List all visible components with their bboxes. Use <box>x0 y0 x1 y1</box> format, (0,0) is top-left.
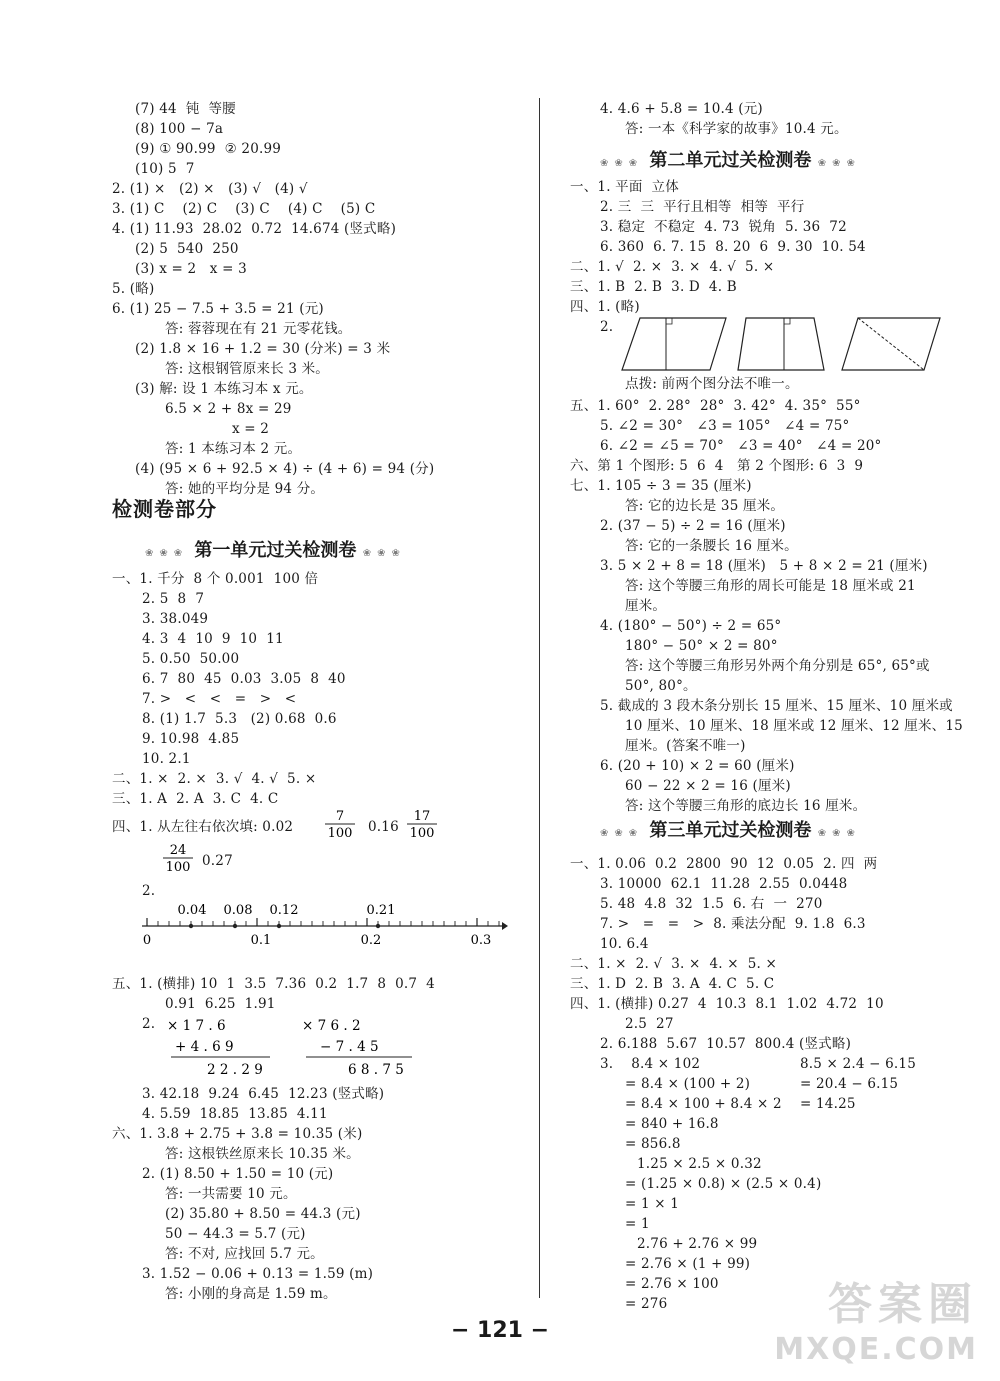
fraction-numerator: 24 <box>169 843 187 858</box>
answer-line: 4. 5.59 18.85 13.85 4.11 <box>142 1106 328 1122</box>
fraction-24-100 <box>158 840 198 876</box>
answer-line: 2. <box>142 1016 156 1032</box>
answer-line: 2. (1) × (2) × (3) √ (4) √ <box>112 181 308 197</box>
answer-line: 10 厘米、10 厘米、18 厘米或 12 厘米、12 厘米、15 <box>625 718 963 734</box>
answer-line: 三、1. D 2. B 3. A 4. C 5. C <box>570 976 775 992</box>
number-line <box>138 898 508 950</box>
answer-line: 6. 360 6. 7. 15 8. 20 6 9. 30 10. 54 <box>600 239 866 255</box>
answer-line: 答: 蓉蓉现在有 21 元零花钱。 <box>165 321 352 337</box>
answer-line: 点拨: 前两个图分法不唯一。 <box>625 376 799 392</box>
calc-row: − 7 . 4 5 <box>320 1039 379 1055</box>
answer-line: = 14.25 <box>800 1096 856 1112</box>
unit1-title: 第一单元过关检测卷 <box>194 540 357 561</box>
answer-line: = 2.76 × 100 <box>625 1276 719 1292</box>
answer-line: 2. <box>600 319 614 335</box>
answer-line: 2.76 + 2.76 × 99 <box>637 1236 758 1252</box>
fraction-denominator: 100 <box>409 826 435 841</box>
answer-line: = 20.4 − 6.15 <box>800 1076 899 1092</box>
answer-line: 3. 稳定 不稳定 4. 73 锐角 5. 36 72 <box>600 219 847 235</box>
answer-line: 二、1. √ 2. × 3. × 4. √ 5. × <box>570 259 775 275</box>
answer-line: 7. > = = > 8. 乘法分配 9. 1.8 6.3 <box>600 916 866 932</box>
answer-line: 60 − 22 × 2 = 16 (厘米) <box>625 778 791 794</box>
answer-line: 0.27 <box>202 853 233 869</box>
flower-deco-icon: ❀❀❀ <box>362 548 406 559</box>
answer-line: 3. 10000 62.1 11.28 2.55 0.0448 <box>600 876 848 892</box>
page-number: − 121 − <box>450 1318 550 1343</box>
number-line-tick-label: 0.2 <box>360 933 382 948</box>
answer-line: 答: 这个等腰三角形的底边长 16 厘米。 <box>625 798 867 814</box>
answer-line: = (1.25 × 0.8) × (2.5 × 0.4) <box>625 1176 822 1192</box>
answer-line: 2. <box>142 883 156 899</box>
answer-line: 厘米。 <box>625 598 667 614</box>
answer-line: 六、第 1 个图形: 5 6 4 第 2 个图形: 6 3 9 <box>570 458 864 474</box>
flower-deco-icon: ❀❀❀ <box>817 158 861 169</box>
answer-line: 6.5 × 2 + 8x = 29 <box>165 401 292 417</box>
flower-deco-icon: ❀❀❀ <box>817 828 861 839</box>
answer-line: 9. 10.98 4.85 <box>142 731 240 747</box>
answer-line: 8. (1) 1.7 5.3 (2) 0.68 0.6 <box>142 711 337 727</box>
number-line-point <box>189 924 193 928</box>
answer-line: 五、1. (横排) 10 1 3.5 7.36 0.2 1.7 8 0.7 4 <box>112 976 435 992</box>
vertical-calculation-a <box>165 1014 275 1080</box>
unit3-title: 第三单元过关检测卷 <box>649 820 812 841</box>
unit2-heading <box>600 146 945 172</box>
calc-row: 6 8 . 7 5 <box>348 1062 404 1078</box>
answer-line: (2) 1.8 × 16 + 1.2 = 30 (分米) = 3 米 <box>135 341 391 357</box>
answer-line: = 840 + 16.8 <box>625 1116 719 1132</box>
answer-line: 5. 48 4.8 32 1.5 6. 右 一 270 <box>600 896 823 912</box>
answer-line: 6. (20 + 10) × 2 = 60 (厘米) <box>600 758 795 774</box>
flower-deco-icon: ❀❀❀ <box>145 548 189 559</box>
answer-line: 1.25 × 2.5 × 0.32 <box>637 1156 762 1172</box>
calc-row: × 7 6 . 2 <box>302 1018 361 1034</box>
number-line-tick-label: 0.1 <box>250 933 272 948</box>
answer-line: (9) ① 90.99 ② 20.99 <box>135 141 282 157</box>
answer-line: (2) 5 540 250 <box>135 241 239 257</box>
answer-line: x = 2 <box>232 421 270 437</box>
answer-line: (7) 44 钝 等腰 <box>135 101 236 117</box>
answer-line: 6. 7 80 45 0.03 3.05 8 40 <box>142 671 346 687</box>
answer-line: 一、1. 平面 立体 <box>570 179 679 195</box>
answer-line: 四、1. (略) <box>570 299 640 315</box>
answer-line: 答: 这个等腰三角形另外两个角分别是 65°, 65°或 <box>625 658 930 674</box>
answer-line: 10. 6.4 <box>600 936 649 952</box>
answer-line: 3. 42.18 9.24 6.45 12.23 (竖式略) <box>142 1086 385 1102</box>
answer-line: 2.5 27 <box>625 1016 674 1032</box>
watermark-url: MXQE.COM <box>774 1332 978 1367</box>
answer-line: 答: 她的平均分是 94 分。 <box>165 481 325 497</box>
number-line-tick-label: 0 <box>142 933 152 948</box>
answer-line: 一、1. 千分 8 个 0.001 100 倍 <box>112 571 319 587</box>
shape-division-figures <box>618 314 948 374</box>
answer-line: (4) (95 × 6 + 92.5 × 4) ÷ (4 + 6) = 94 (分) <box>135 461 435 477</box>
answer-line: 四、1. (横排) 0.27 4 10.3 8.1 1.02 4.72 10 <box>570 996 884 1012</box>
answer-line: 一、1. 0.06 0.2 2800 90 12 0.05 2. 四 两 <box>570 856 878 872</box>
fraction-numerator: 7 <box>335 809 345 824</box>
column-divider <box>539 98 540 1298</box>
answer-line: = 8.4 × (100 + 2) <box>625 1076 751 1092</box>
number-line-point <box>277 924 281 928</box>
answer-line: 5. 截成的 3 段木条分别长 15 厘米、15 厘米、10 厘米或 <box>600 698 953 714</box>
number-line-label: 0.12 <box>269 903 299 918</box>
answer-line: 答: 它的一条腰长 16 厘米。 <box>625 538 798 554</box>
answer-line: 2. 6.188 5.67 10.57 800.4 (竖式略) <box>600 1036 852 1052</box>
answer-line: = 2.76 × (1 + 99) <box>625 1256 751 1272</box>
answer-line: 答: 这个等腰三角形的周长可能是 18 厘米或 21 <box>625 578 916 594</box>
answer-line: 四、1. 从左往右依次填: 0.02 <box>112 819 294 835</box>
calc-row: × 1 7 . 6 <box>167 1018 226 1034</box>
answer-line: 二、1. × 2. × 3. √ 4. √ 5. × <box>112 771 317 787</box>
calc-row: 2 2 . 2 9 <box>207 1062 263 1078</box>
unit2-title: 第二单元过关检测卷 <box>649 150 812 171</box>
answer-line: (3) x = 2 x = 3 <box>135 261 247 277</box>
answer-line: 3. 8.4 × 102 <box>600 1056 701 1072</box>
answer-line: 6. (1) 25 − 7.5 + 3.5 = 21 (元) <box>112 301 324 317</box>
answer-line: 答: 它的边长是 35 厘米。 <box>625 498 785 514</box>
answer-line: 4. 3 4 10 9 10 11 <box>142 631 284 647</box>
answer-line: 二、1. × 2. √ 3. × 4. × 5. × <box>570 956 778 972</box>
answer-line: 4. (180° − 50°) ÷ 2 = 65° <box>600 618 782 634</box>
answer-line: 答: 这根铁丝原来长 10.35 米。 <box>165 1146 360 1162</box>
answer-line: 六、1. 3.8 + 2.75 + 3.8 = 10.35 (米) <box>112 1126 363 1142</box>
answer-line: 0.91 6.25 1.91 <box>165 996 276 1012</box>
answer-line: = 276 <box>625 1296 668 1312</box>
answer-line: = 1 <box>625 1216 650 1232</box>
answer-line: 2. (1) 8.50 + 1.50 = 10 (元) <box>142 1166 334 1182</box>
part-title: 检测卷部分 <box>112 497 217 521</box>
parallelogram-diagonal-figure <box>842 318 940 370</box>
parallelogram-figure <box>622 318 726 370</box>
answer-line: 0.16 <box>368 819 399 835</box>
answer-line: 4. 4.6 + 5.8 = 10.4 (元) <box>600 101 763 117</box>
answer-line: 2. 5 8 7 <box>142 591 205 607</box>
answer-line: 3. (1) C (2) C (3) C (4) C (5) C <box>112 201 376 217</box>
answer-line: 答: 一共需要 10 元。 <box>165 1186 297 1202</box>
flower-deco-icon: ❀❀❀ <box>600 828 644 839</box>
answer-line: (2) 35.80 + 8.50 = 44.3 (元) <box>165 1206 361 1222</box>
answer-line: 5. ∠2 = 30° ∠3 = 105° ∠4 = 75° <box>600 418 850 434</box>
answer-line: (8) 100 − 7a <box>135 121 224 137</box>
answer-line: = 8.4 × 100 + 8.4 × 2 <box>625 1096 782 1112</box>
answer-line: 50 − 44.3 = 5.7 (元) <box>165 1226 306 1242</box>
answer-line: 答: 不对, 应找回 5.7 元。 <box>165 1246 324 1262</box>
trapezoid-figure <box>738 318 824 370</box>
unit1-heading <box>145 536 480 562</box>
answer-line: 5. 0.50 50.00 <box>142 651 240 667</box>
answer-line: 答: 小刚的身高是 1.59 m。 <box>165 1286 337 1302</box>
answer-line: 4. (1) 11.93 28.02 0.72 14.674 (竖式略) <box>112 221 397 237</box>
answer-line: 答: 1 本练习本 2 元。 <box>165 441 302 457</box>
answer-line: 3. 38.049 <box>142 611 209 627</box>
answer-line: 2. (37 − 5) ÷ 2 = 16 (厘米) <box>600 518 786 534</box>
answer-line: 50°, 80°。 <box>625 678 697 694</box>
vertical-calculation-b <box>300 1014 415 1080</box>
answer-line: = 856.8 <box>625 1136 681 1152</box>
unit3-heading <box>600 816 945 842</box>
fraction-denominator: 100 <box>165 860 191 875</box>
watermark-logo-text: 答案圈 <box>828 1279 978 1330</box>
answer-line: 3. 5 × 2 + 8 = 18 (厘米) 5 + 8 × 2 = 21 (厘米) <box>600 558 928 574</box>
answer-line: 七、1. 105 ÷ 3 = 35 (厘米) <box>570 478 752 494</box>
answer-line: 180° − 50° × 2 = 80° <box>625 638 778 654</box>
answer-line: 三、1. A 2. A 3. C 4. C <box>112 791 279 807</box>
answer-line: 2. 三 三 平行且相等 相等 平行 <box>600 199 805 215</box>
fraction-numerator: 17 <box>413 809 431 824</box>
answer-line: 6. ∠2 = ∠5 = 70° ∠3 = 40° ∠4 = 20° <box>600 438 882 454</box>
answer-line: 三、1. B 2. B 3. D 4. B <box>570 279 737 295</box>
answer-line: 厘米。(答案不唯一) <box>625 738 746 754</box>
answer-line: 五、1. 60° 2. 28° 28° 3. 42° 4. 35° 55° <box>570 398 861 414</box>
number-line-label: 0.08 <box>223 903 253 918</box>
answer-line: (3) 解: 设 1 本练习本 x 元。 <box>135 381 313 397</box>
number-line-point <box>233 924 237 928</box>
number-line-point <box>376 924 380 928</box>
answer-line: 3. 1.52 − 0.06 + 0.13 = 1.59 (m) <box>142 1266 374 1282</box>
answer-line: (10) 5 7 <box>135 161 195 177</box>
number-line-tick-label: 0.3 <box>470 933 492 948</box>
answer-line: 8.5 × 2.4 − 6.15 <box>800 1056 916 1072</box>
flower-deco-icon: ❀❀❀ <box>600 158 644 169</box>
number-line-label: 0.21 <box>366 903 396 918</box>
answer-line: 10. 2.1 <box>142 751 191 767</box>
answer-line: = 1 × 1 <box>625 1196 680 1212</box>
fraction-denominator: 100 <box>327 826 353 841</box>
calc-row: + 4 . 6 9 <box>175 1039 234 1055</box>
watermark <box>774 1268 978 1367</box>
answer-line: 5. (略) <box>112 281 155 297</box>
answer-line: 答: 一本《科学家的故事》10.4 元。 <box>625 121 848 137</box>
answer-line: 7. > < < = > < <box>142 691 297 707</box>
answer-line: 答: 这根钢管原来长 3 米。 <box>165 361 330 377</box>
number-line-label: 0.04 <box>177 903 207 918</box>
fraction-17-100 <box>402 806 442 842</box>
fraction-7-100 <box>320 806 360 842</box>
